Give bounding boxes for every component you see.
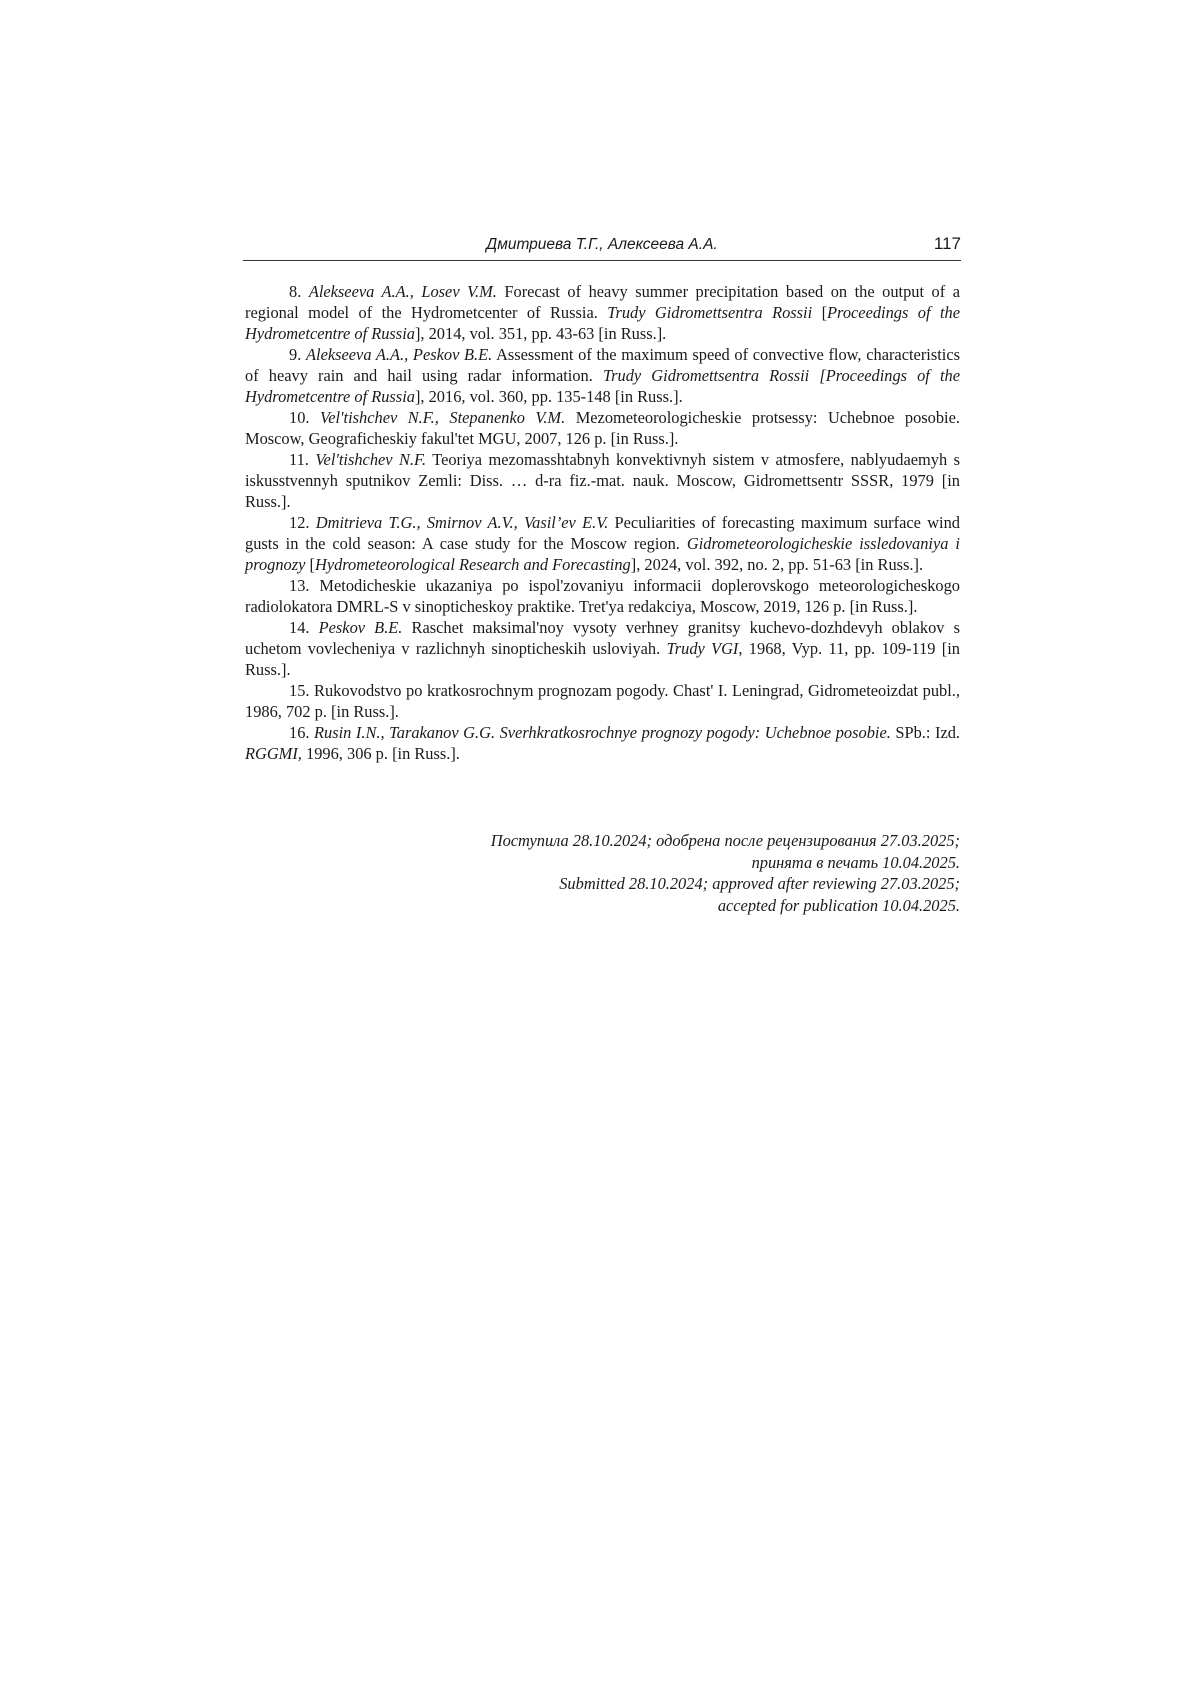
submission-ru-line-1: Поступила 28.10.2024; одобрена после рецензирования 27.03.2025;	[490, 831, 960, 850]
reference-item: 12. Dmitrieva T.G., Smirnov A.V., Vasil’ev E.V. Peculiarities of forecasting maximum surface wind gusts in the cold season: A case study for the Moscow region. Gidrometeorologicheskie issledovaniya i prognozy [Hydrometeorological Research and Forecasting], 2024, vol. 392, no. 2, pp. 51-63 [in Russ.].	[245, 513, 960, 574]
reference-item: 8. Alekseeva A.A., Losev V.M. Forecast of heavy summer precipitation based on the output of a regional model of the Hydrometcenter of Russia. Trudy Gidromettsentra Rossii [Proceedings of the Hydrometcentre of Russia], 2014, vol. 351, pp. 43-63 [in Russ.].	[245, 282, 960, 343]
submission-en-line-2: accepted for publication 10.04.2025.	[717, 895, 960, 915]
submission-ru-line-2: принята в печать 10.04.2025.	[751, 852, 960, 872]
reference-list	[245, 281, 960, 764]
reference-item: 9. Alekseeva A.A., Peskov B.E. Assessment of the maximum speed of convective flow, characteristics of heavy rain and hail using radar information. Trudy Gidromettsentra Rossii [Proceedings of the Hydrometcentre of Russia], 2016, vol. 360, pp. 135-148 [in Russ.].	[245, 345, 960, 406]
reference-item: 16. Rusin I.N., Tarakanov G.G. Sverhkratkosrochnye prognozy pogody: Uchebnoe posobie. SPb.: Izd. RGGMI, 1996, 306 p. [in Russ.].	[245, 723, 961, 763]
running-header	[243, 234, 961, 261]
page-number: 117	[933, 234, 961, 253]
reference-item: 14. Peskov B.E. Raschet maksimal'noy vysoty verhney granitsy kuchevo-dozhdevyh oblakov s uchetom vovlecheniya v razlichnyh sinopticheskih usloviyah. Trudy VGI, 1968, Vyp. 11, pp. 109-119 [in Russ.].	[245, 618, 960, 679]
reference-item: 13. Metodicheskie ukazaniya po ispol'zovaniyu informacii doplerovskogo meteorologicheskogo radiolokatora DMRL-S v sinopticheskoy praktike. Tret'ya redakciya, Moscow, 2019, 126 p. [in Russ.].	[245, 576, 960, 616]
reference-item: 11. Vel'tishchev N.F. Teoriya mezomasshtabnyh konvektivnyh sistem v atmosfere, nablyudaemyh s iskusstvennyh sputnikov Zemli: Diss. … d-ra fiz.-mat. nauk. Moscow, Gidromettsentr SSSR, 1979 [in Russ.].	[245, 450, 960, 511]
header-authors: Дмитриева Т.Г., Алексеева А.А.	[486, 236, 718, 253]
submission-en-line-1: Submitted 28.10.2024; approved after reviewing 27.03.2025;	[559, 874, 960, 893]
reference-item: 15. Rukovodstvo po kratkosrochnym prognozam pogody. Chast' I. Leningrad, Gidrometeoizdat publ., 1986, 702 p. [in Russ.].	[245, 681, 960, 721]
submission-dates	[245, 830, 960, 916]
reference-item: 10. Vel'tishchev N.F., Stepanenko V.M. Mezometeorologicheskie protsessy: Uchebnoe posobie. Moscow, Geograficheskiy fakul'tet MGU, 2007, 126 p. [in Russ.].	[245, 408, 960, 448]
